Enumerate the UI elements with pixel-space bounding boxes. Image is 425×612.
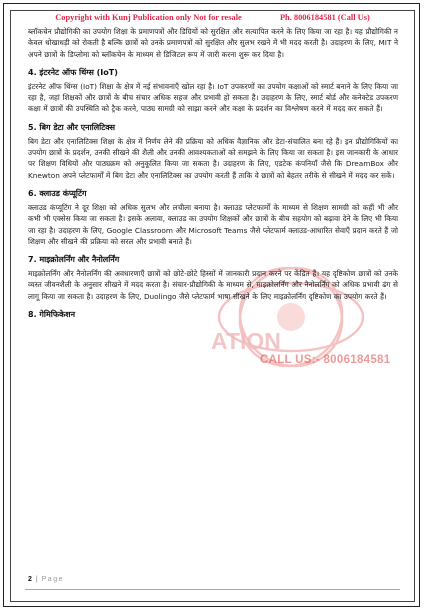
section-heading-microlearning: 7. माइक्रोलर्निंग और नैनोलर्निंग [28, 255, 120, 265]
svg-text:ATION: ATION [211, 328, 281, 354]
section-heading-big-data: 5. बिग डेटा और एनालिटिक्स [28, 122, 115, 132]
page-number: 2 [28, 576, 32, 583]
intro-paragraph: ब्लॉकचेन प्रौद्योगिकी का उपयोग शिक्षा के प्रमाणपत्रों और डिग्रियों को सुरक्षित और सत्यापित करने के लिए किया जा रहा है। यह प्रौद्योगिकी न केवल धोखाधड़ी को रोकती है बल्कि छात्रों को उनके प्रमाणपत्रों को सुरक्षित और सुलभ रखने में भी मदद करती है। उदाहरण के लिए, MIT ने अपने छात्रों के डिप्लोमा को ब्लॉकचेन के माध्यम से डिजिटल रूप में जारी करना शुरू कर दिया है। [28, 27, 398, 59]
header-phone: Ph. 8006184581 (Call Us) [279, 13, 370, 22]
section-body-cloud: क्लाउड कंप्यूटिंग ने दूर शिक्षा को अधिक सुलभ और लचीला बनाया है। क्लाउड प्लेटफार्मों के माध्यम से शिक्षण सामग्री को कहीं भी और कभी भी एक्सेस किया जा सकता है। इसके अलावा, क्लाउड का उपयोग शिक्षकों और छात्रों के बीच सहयोग को बढ़ावा देने के लिए भी किया जा रहा है। उदाहरण के लिए, Google Classroom और Microsoft Teams जैसे प्लेटफार्म क्लाउड-आधारित सेवाएँ प्रदान करते हैं जो शिक्षण और सीखने की प्रक्रिया को सरल और प्रभावी बनाते हैं। [28, 202, 398, 246]
copyright-notice: Copyright with Kunj Publication only Not for resale [55, 13, 242, 22]
page-label: Page [41, 576, 64, 583]
section-body-iot: इंटरनेट ऑफ थिंग्स (IoT) शिक्षा के क्षेत्र में नई संभावनाएँ खोल रहा है। IoT उपकरणों का उपयोग कक्षाओं को स्मार्ट बनाने के लिए किया जा रहा है, जहां शिक्षकों और छात्रों के बीच संचार अधिक सहज और प्रभावी हो सकता है। उदाहरण के लिए, स्मार्ट बोर्ड और कनेक्टेड उपकरण कक्षा में छात्रों की उपस्थिति को ट्रैक करने, पाठ्य सामग्री को साझा करने और कक्षा के प्रदर्शन का विश्लेषण करने में मदद कर सकते हैं। [28, 81, 398, 114]
section-heading-iot: 4. इंटरनेट ऑफ थिंग्स (IoT) [28, 67, 118, 77]
section-body-microlearning: माइक्रोलर्निंग और नैनोलर्निंग की अवधारणाएँ छात्रों को छोटे-छोटे हिस्सों में जानकारी प्रदान करने पर केंद्रित हैं। यह दृष्टिकोण छात्रों को उनके व्यस्त जीवनशैली के अनुसार सीखने में मदद करता है। संचार-प्रौद्योगिकी के माध्यम से, माइक्रोलर्निंग और नैनोलर्निंग को अधिक प्रभावी ढंग से लागू किया जा सकता है। उदाहरण के लिए, Duolingo जैसे प्लेटफार्म भाषा सीखने के लिए माइक्रोलर्निंग दृष्टिकोण का उपयोग करते हैं। [28, 269, 398, 301]
document-body [28, 26, 398, 323]
page-header [0, 13, 425, 22]
footer-separator: | [35, 576, 38, 583]
watermark-phone: CALL US:- 8006184581 [260, 354, 391, 366]
section-body-big-data: बिग डेटा और एनालिटिक्स शिक्षा के क्षेत्र में निर्णय लेने की प्रक्रिया को अधिक वैज्ञानिक और डेटा-संचालित बना रहे हैं। इन प्रौद्योगिकियों का उपयोग छात्रों के प्रदर्शन, उनकी सीखने की शैली और उनकी आवश्यकताओं को समझने के लिए किया जा सकता है। इस जानकारी के आधार पर शिक्षण विधियों और पाठ्यक्रम को अनुकूलित किया जा सकता है। उदाहरण के लिए, एडटेक कंपनियाँ जैसे कि DreamBox और Knewton अपने प्लेटफार्मों में बिग डेटा और एनालिटिक्स का उपयोग करती हैं ताकि वे छात्रों को बेहतर तरीके से सीखने में मदद कर सकें। [28, 136, 398, 180]
page-footer [28, 576, 64, 583]
footer-rule [25, 589, 400, 590]
section-heading-gamification: 8. गेमिफिकेशन [28, 310, 76, 320]
section-heading-cloud: 6. क्लाउड कंप्यूटिंग [28, 188, 87, 198]
